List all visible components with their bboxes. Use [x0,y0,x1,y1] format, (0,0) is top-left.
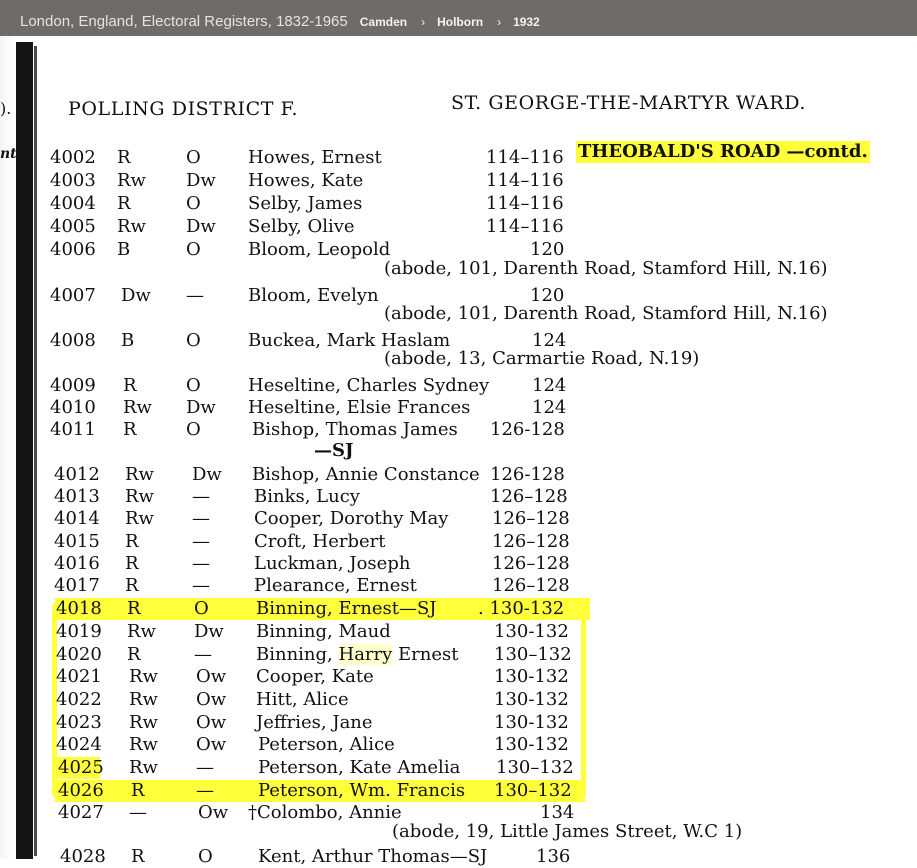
qualification-2: O [186,330,201,351]
address-number: 114–116 [486,216,564,237]
entry-number: 4024 [56,734,102,755]
qualification-1: R [123,375,137,396]
qualification-1: R [125,575,139,596]
abode-line: (abode, 19, Little James Street, W.C 1) [392,821,743,842]
qualification-1: Rw [117,216,146,237]
entry-number: 4005 [50,216,96,237]
address-number: 130-132 [494,712,569,733]
qualification-2: Dw [186,397,216,418]
polling-district-heading: POLLING DISTRICT F. [68,98,299,120]
elector-name [256,644,459,665]
entry-row-4026 [0,780,917,802]
qualification-1: B [121,330,135,351]
entry-number: 4014 [54,508,100,529]
elector-name: Binning, Ernest—SJ [256,598,437,619]
entry-row-4005 [0,216,917,238]
entry-number: 4010 [50,397,96,418]
address-number: 130–132 [494,644,572,665]
qualification-2: — [192,531,210,552]
entry-row-4028 [0,846,917,868]
qualification-2: Ow [196,666,227,687]
ward-heading: ST. GEORGE-THE-MARTYR WARD. [451,92,807,114]
entry-number: 4009 [50,375,96,396]
elector-name-pre: Binning, [256,644,339,665]
qualification-1: Rw [125,464,154,485]
entry-number: 4021 [56,666,102,687]
entry-row-4002 [0,147,917,169]
entry-row-4010 [0,397,917,419]
qualification-1: R [127,598,141,619]
elector-name: Bishop, Annie Constance [252,464,480,485]
address-number: 130-132 [494,734,569,755]
entry-number: 4002 [50,147,96,168]
entry-number: 4026 [58,780,104,801]
address-number: 130–132 [494,780,572,801]
collection-title: London, England, Electoral Registers, 1832-1965 [20,13,348,30]
entry-number: 4004 [50,193,96,214]
qualification-1: R [131,846,145,867]
entry-number: 4023 [56,712,102,733]
abode-line: (abode, 101, Darenth Road, Stamford Hill, N.16) [384,258,828,279]
qualification-1: Rw [129,712,158,733]
qualification-2: Ow [196,712,227,733]
qualification-2: O [186,193,201,214]
qualification-1: — [129,802,147,823]
address-number: 126–128 [492,575,570,596]
street-heading: THEOBALD'S ROAD —contd. [578,141,868,162]
qualification-2: O [194,598,209,619]
address-number: 120 [530,239,565,260]
elector-name: Bloom, Leopold [248,239,391,260]
elector-name: Bloom, Evelyn [248,285,379,306]
qualification-1: Dw [121,285,151,306]
address-number: 114–116 [486,170,564,191]
address-number: 126–128 [492,553,570,574]
entry-number: 4006 [50,239,96,260]
elector-name: Binning, Maud [256,621,391,642]
address-number: 130-132 [494,666,569,687]
header-bar [0,0,917,36]
abode-line: (abode, 13, Carmartie Road, N.19) [384,348,700,369]
qualification-1: B [117,239,131,260]
qualification-1: Rw [117,170,146,191]
address-number: 126-128 [490,464,565,485]
title-ghost [210,0,216,11]
entry-number: 4003 [50,170,96,191]
qualification-1: R [127,644,141,665]
address-number: . 130-132 [478,598,565,619]
qualification-2: O [186,375,201,396]
address-number: 124 [532,397,567,418]
entry-row-4020 [0,644,917,666]
qualification-1: Rw [129,757,158,778]
breadcrumb-1932[interactable]: 1932 [513,15,540,29]
entry-row-4024 [0,734,917,756]
address-number: 120 [530,285,565,306]
entry-number: 4018 [56,598,102,619]
elector-name: †Colombo, Annie [248,802,402,823]
qualification-2: O [186,419,201,440]
qualification-1: Rw [129,666,158,687]
address-number: 130-132 [494,689,569,710]
entry-number: 4027 [58,802,104,823]
entry-row-4025 [0,757,917,779]
qualification-2: — [192,575,210,596]
entry-row-4009 [0,375,917,397]
elector-name: Heseltine, Charles Sydney [248,375,490,396]
elector-name: Peterson, Wm. Francis [258,780,466,801]
qualification-2: — [194,644,212,665]
address-number: 126–128 [490,486,568,507]
search-highlight: Harry [338,644,393,665]
address-number: 126–128 [492,531,570,552]
qualification-1: R [131,780,145,801]
address-number: 124 [532,330,567,351]
address-number: 126-128 [490,419,565,440]
qualification-1: R [125,553,139,574]
address-number: 134 [540,802,575,823]
qualification-2: — [196,757,214,778]
chevron-right-icon: › [497,15,502,29]
qualification-1: Rw [123,397,152,418]
elector-name: Hitt, Alice [256,689,349,710]
qualification-2: Ow [196,689,227,710]
elector-name: Howes, Kate [248,170,364,191]
elector-name: Peterson, Kate Amelia [258,757,461,778]
qualification-1: Rw [127,621,156,642]
elector-name: Selby, James [248,193,363,214]
qualification-1: R [125,531,139,552]
entry-number: 4013 [54,486,100,507]
entry-number: 4022 [56,689,102,710]
qualification-2: Ow [196,734,227,755]
qualification-2: O [186,239,201,260]
entry-row-4012 [0,464,917,486]
abode-line: (abode, 101, Darenth Road, Stamford Hill, N.16) [384,303,828,324]
entry-number: 4019 [56,621,102,642]
qualification-1: Rw [125,486,154,507]
qualification-2: Ow [198,802,229,823]
entry-number: 4016 [54,553,100,574]
address-number: 114–116 [486,193,564,214]
entry-number: 4020 [56,644,102,665]
entry-row-4019 [0,621,917,643]
entry-number: 4008 [50,330,96,351]
entry-row-4013 [0,486,917,508]
qualification-2: Dw [186,170,216,191]
elector-name: Jeffries, Jane [256,712,373,733]
entry-number: 4012 [54,464,100,485]
entry-row-4023 [0,712,917,734]
elector-name: Kent, Arthur Thomas—SJ [258,846,488,867]
breadcrumb [20,13,540,30]
elector-name: Bishop, Thomas James [252,419,458,440]
address-number: 114–116 [486,147,564,168]
entry-number: 4017 [54,575,100,596]
elector-name: Croft, Herbert [254,531,386,552]
elector-name: Peterson, Alice [258,734,395,755]
address-number: 130-132 [494,621,569,642]
qualification-2: — [192,508,210,529]
entry-number: 4007 [50,285,96,306]
qualification-2: — [192,486,210,507]
entry-row-4003 [0,170,917,192]
qualification-2: Dw [194,621,224,642]
elector-name: Plearance, Ernest [254,575,417,596]
qualification-1: R [117,193,131,214]
qualification-2: — [186,285,204,306]
sj-mark: —SJ [314,440,354,461]
elector-name: Selby, Olive [248,216,355,237]
entry-row-4011 [0,419,917,441]
elector-name: Buckea, Mark Haslam [248,330,451,351]
entry-row-4021 [0,666,917,688]
elector-name: Cooper, Kate [256,666,374,687]
address-number: 126–128 [492,508,570,529]
qualification-2: O [198,846,213,867]
left-edge-mark-2: nt [0,146,17,162]
elector-name: Cooper, Dorothy May [254,508,449,529]
entry-number: 4015 [54,531,100,552]
qualification-2: Dw [192,464,222,485]
entry-row-4004 [0,193,917,215]
elector-name: Howes, Ernest [248,147,382,168]
entry-number: 4028 [60,846,106,867]
entry-row-4015 [0,531,917,553]
elector-name: Heseltine, Elsie Frances [248,397,471,418]
qualification-2: Dw [186,216,216,237]
qualification-2: O [186,147,201,168]
breadcrumb-camden[interactable]: Camden [359,15,408,29]
qualification-2: — [192,553,210,574]
entry-number: 4025 [58,757,104,778]
qualification-1: Rw [125,508,154,529]
elector-name: Luckman, Joseph [254,553,411,574]
qualification-1: R [117,147,131,168]
address-number: 136 [536,846,571,867]
address-number: 124 [532,375,567,396]
qualification-2: — [196,780,214,801]
elector-name: Binks, Lucy [254,486,360,507]
entry-row-4018 [0,598,917,620]
entry-row-4016 [0,553,917,575]
entry-row-4017 [0,575,917,597]
breadcrumb-holborn[interactable]: Holborn [437,15,484,29]
chevron-right-icon: › [421,15,426,29]
qualification-1: Rw [129,734,158,755]
qualification-1: R [123,419,137,440]
address-number: 130–132 [496,757,574,778]
entry-row-4022 [0,689,917,711]
left-edge-mark: ). [0,99,12,118]
elector-name-post: Ernest [392,644,459,665]
entry-number: 4011 [50,419,96,440]
qualification-1: Rw [129,689,158,710]
entry-row-4014 [0,508,917,530]
